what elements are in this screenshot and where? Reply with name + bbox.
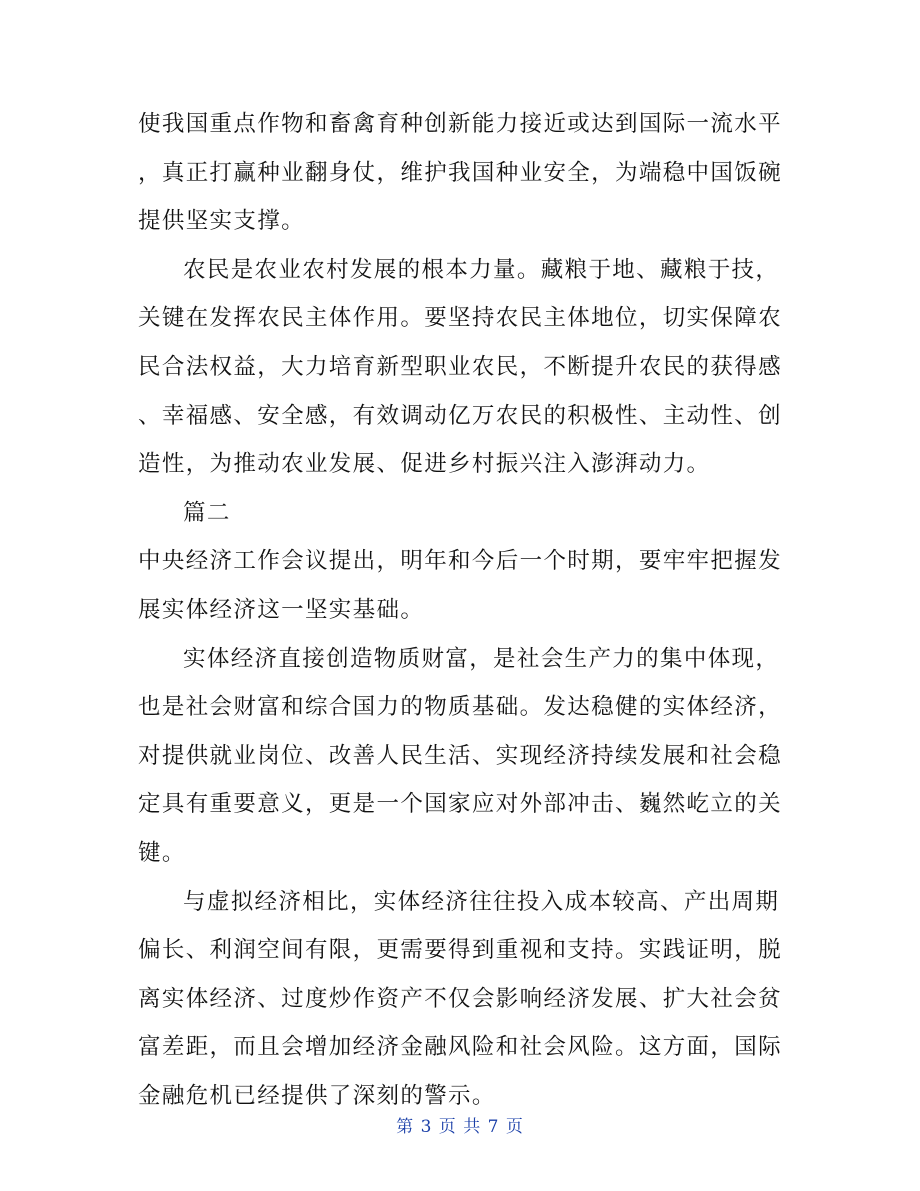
text-line: 对提供就业岗位、改善人民生活、实现经济持续发展和社会稳 [138,742,782,769]
text-line: 、幸福感、安全感，有效调动亿万农民的积极性、主动性、创 [138,402,782,429]
page-footer: 第 3 页 共 7 页 [396,1117,524,1137]
text-line: 使我国重点作物和畜禽育种创新能力接近或达到国际一流水平 [138,111,782,137]
text-line: 提供坚实支撑。 [138,208,305,235]
text-line: 与虚拟经济相比，实体经济往往投入成本较高、产出周期 [183,888,780,915]
text-line: 实体经济直接创造物质财富，是社会生产力的集中体现， [183,645,780,672]
text-line: 关键在发挥农民主体作用。要坚持农民主体地位，切实保障农 [138,305,782,332]
text-line: 定具有重要意义，更是一个国家应对外部冲击、巍然屹立的关 [138,791,782,818]
text-line: ，真正打赢种业翻身仗，维护我国种业安全，为端稳中国饭碗 [138,159,782,186]
text-line: 也是社会财富和综合国力的物质基础。发达稳健的实体经济， [138,694,782,721]
text-line: 农民是农业农村发展的根本力量。藏粮于地、藏粮于技， [183,256,780,283]
text-line: 偏长、利润空间有限，更需要得到重视和支持。实践证明，脱 [138,937,782,964]
text-line: 造性，为推动农业发展、促进乡村振兴注入澎湃动力。 [138,451,711,478]
text-line: 中央经济工作会议提出，明年和今后一个时期，要牢牢把握发 [138,548,782,575]
text-line: 民合法权益，大力培育新型职业农民，不断提升农民的获得感 [138,353,782,380]
text-line: 富差距，而且会增加经济金融风险和社会风险。这方面，国际 [138,1034,782,1061]
text-line: 离实体经济、过度炒作资产不仅会影响经济发展、扩大社会贫 [138,985,782,1012]
document-body [138,100,788,1120]
text-line: 展实体经济这一坚实基础。 [138,596,425,623]
text-line: 篇二 [183,499,231,526]
text-line: 键。 [138,839,186,866]
text-line: 金融危机已经提供了深刻的警示。 [138,1082,496,1109]
